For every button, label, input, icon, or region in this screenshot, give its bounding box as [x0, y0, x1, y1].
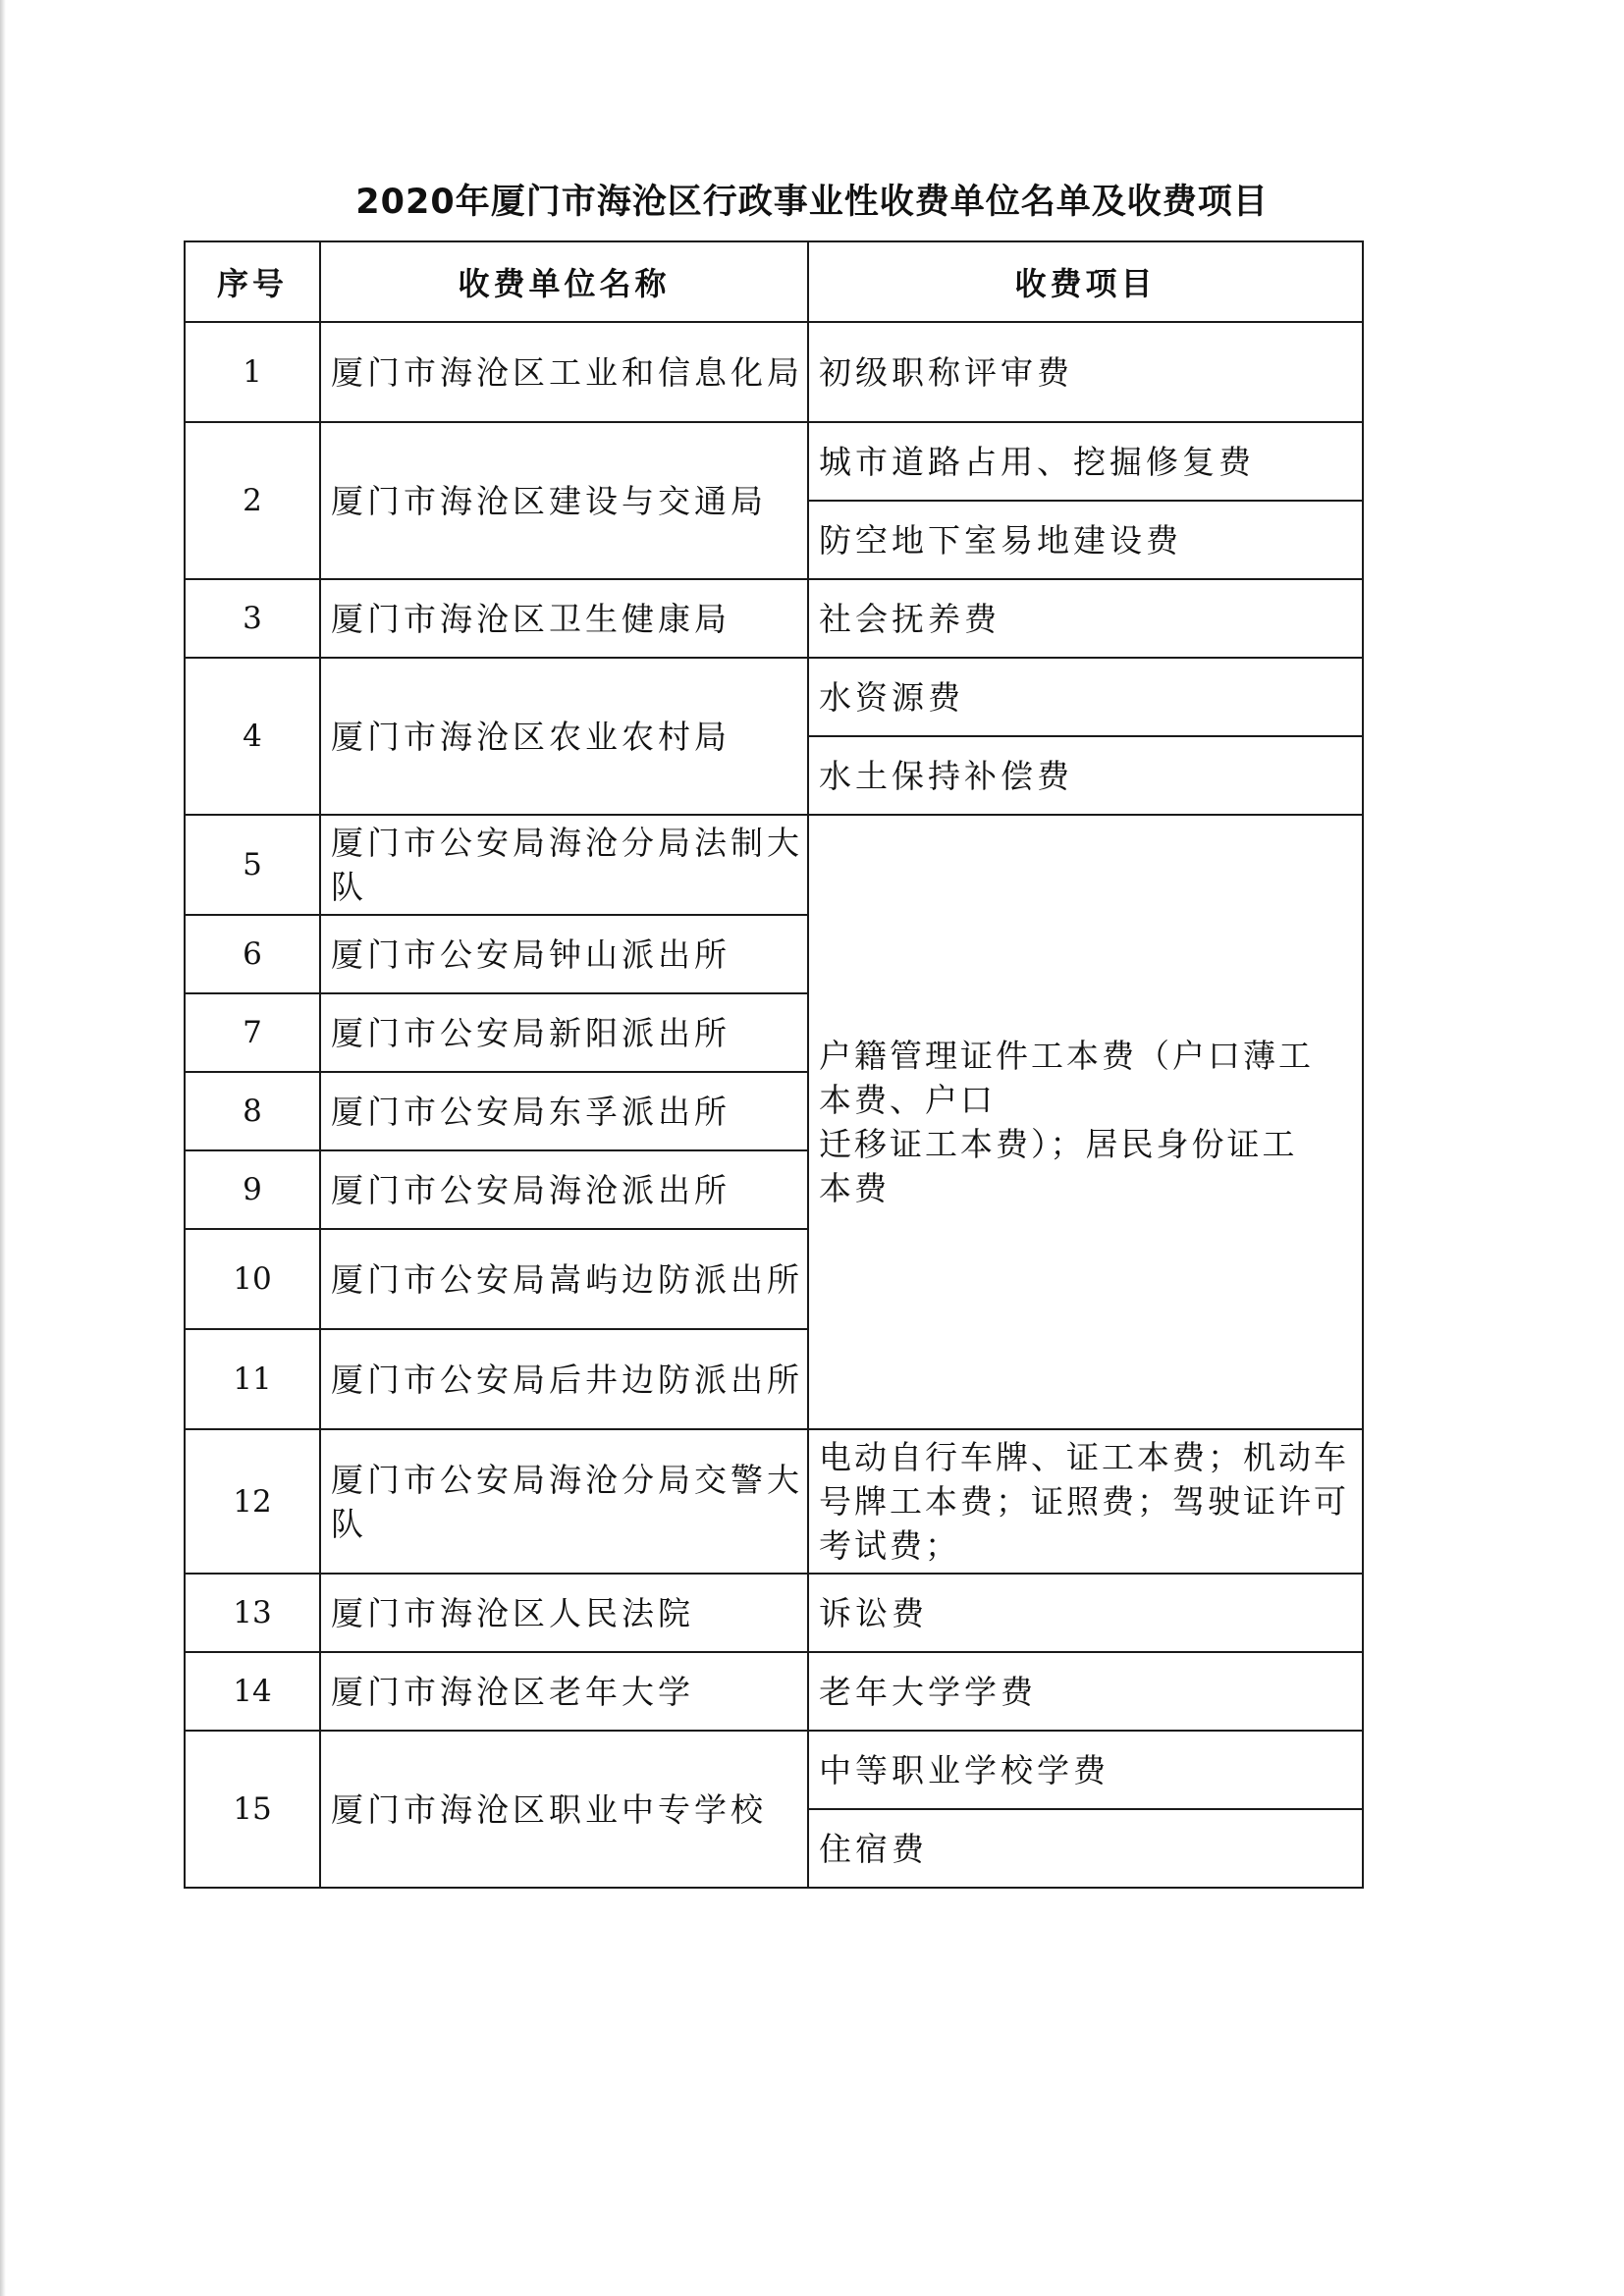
- unit-name: 厦门市海沧区农业农村局: [320, 658, 808, 815]
- table-row: [185, 658, 1363, 736]
- table-row: [185, 1652, 1363, 1731]
- unit-name: 厦门市公安局海沧分局法制大队: [320, 815, 808, 915]
- fee-item: 住宿费: [808, 1809, 1363, 1888]
- fee-item: 城市道路占用、挖掘修复费: [808, 422, 1363, 501]
- row-number: 5: [185, 815, 320, 915]
- fee-item: 中等职业学校学费: [808, 1731, 1363, 1809]
- table-row: [185, 1574, 1363, 1652]
- row-number: 14: [185, 1652, 320, 1731]
- document-title: 2020年厦门市海沧区行政事业性收费单位名单及收费项目: [355, 183, 1269, 222]
- unit-name: 厦门市公安局海沧派出所: [320, 1150, 808, 1229]
- fee-item: 社会抚养费: [808, 579, 1363, 658]
- table-row: [185, 322, 1363, 422]
- row-number: 4: [185, 658, 320, 815]
- unit-name: 厦门市公安局后井边防派出所: [320, 1329, 808, 1429]
- fee-item: 初级职称评审费: [808, 322, 1363, 422]
- fee-item: 水资源费: [808, 658, 1363, 736]
- unit-name: 厦门市海沧区职业中专学校: [320, 1731, 808, 1888]
- table-row: [185, 579, 1363, 658]
- fee-item: 防空地下室易地建设费: [808, 501, 1363, 579]
- header-unit-name: 收费单位名称: [320, 241, 808, 322]
- row-number: 13: [185, 1574, 320, 1652]
- unit-name: 厦门市海沧区老年大学: [320, 1652, 808, 1731]
- fee-item-line: 户籍管理证件工本费（户口薄工: [819, 1037, 1314, 1075]
- unit-name: 厦门市公安局新阳派出所: [320, 993, 808, 1072]
- row-number: 9: [185, 1150, 320, 1229]
- table-row: [185, 815, 1363, 915]
- table-header-row: [185, 241, 1363, 322]
- header-fee-items: 收费项目: [808, 241, 1363, 322]
- row-number: 12: [185, 1429, 320, 1574]
- unit-name: 厦门市海沧区建设与交通局: [320, 422, 808, 579]
- fee-item: 老年大学学费: [808, 1652, 1363, 1731]
- table-row: [185, 1429, 1363, 1574]
- unit-name: 厦门市公安局钟山派出所: [320, 915, 808, 993]
- row-number: 1: [185, 322, 320, 422]
- unit-name: 厦门市海沧区卫生健康局: [320, 579, 808, 658]
- fee-table: [184, 240, 1364, 1889]
- fee-item-line: 迁移证工本费）；居民身份证工: [819, 1125, 1298, 1163]
- header-serial-no: 序号: [185, 241, 320, 322]
- row-number: 3: [185, 579, 320, 658]
- row-number: 10: [185, 1229, 320, 1329]
- row-number: 2: [185, 422, 320, 579]
- row-number: 6: [185, 915, 320, 993]
- fee-item-shared: [808, 815, 1363, 1429]
- unit-name: 厦门市公安局嵩屿边防派出所: [320, 1229, 808, 1329]
- row-number: 11: [185, 1329, 320, 1429]
- fee-item: 诉讼费: [808, 1574, 1363, 1652]
- row-number: 7: [185, 993, 320, 1072]
- fee-item: 水土保持补偿费: [808, 736, 1363, 815]
- fee-item-line: 本费: [819, 1169, 890, 1207]
- unit-name: 厦门市海沧区人民法院: [320, 1574, 808, 1652]
- table-row: [185, 422, 1363, 501]
- unit-name: 厦门市公安局海沧分局交警大队: [320, 1429, 808, 1574]
- row-number: 15: [185, 1731, 320, 1888]
- unit-name: 厦门市公安局东孚派出所: [320, 1072, 808, 1150]
- fee-item: 电动自行车牌、证工本费；机动车号牌工本费；证照费；驾驶证许可考试费；: [808, 1429, 1363, 1574]
- table-row: [185, 1731, 1363, 1809]
- row-number: 8: [185, 1072, 320, 1150]
- fee-item-line: 本费、户口: [819, 1081, 996, 1119]
- unit-name: 厦门市海沧区工业和信息化局: [320, 322, 808, 422]
- scan-edge: [0, 0, 6, 2296]
